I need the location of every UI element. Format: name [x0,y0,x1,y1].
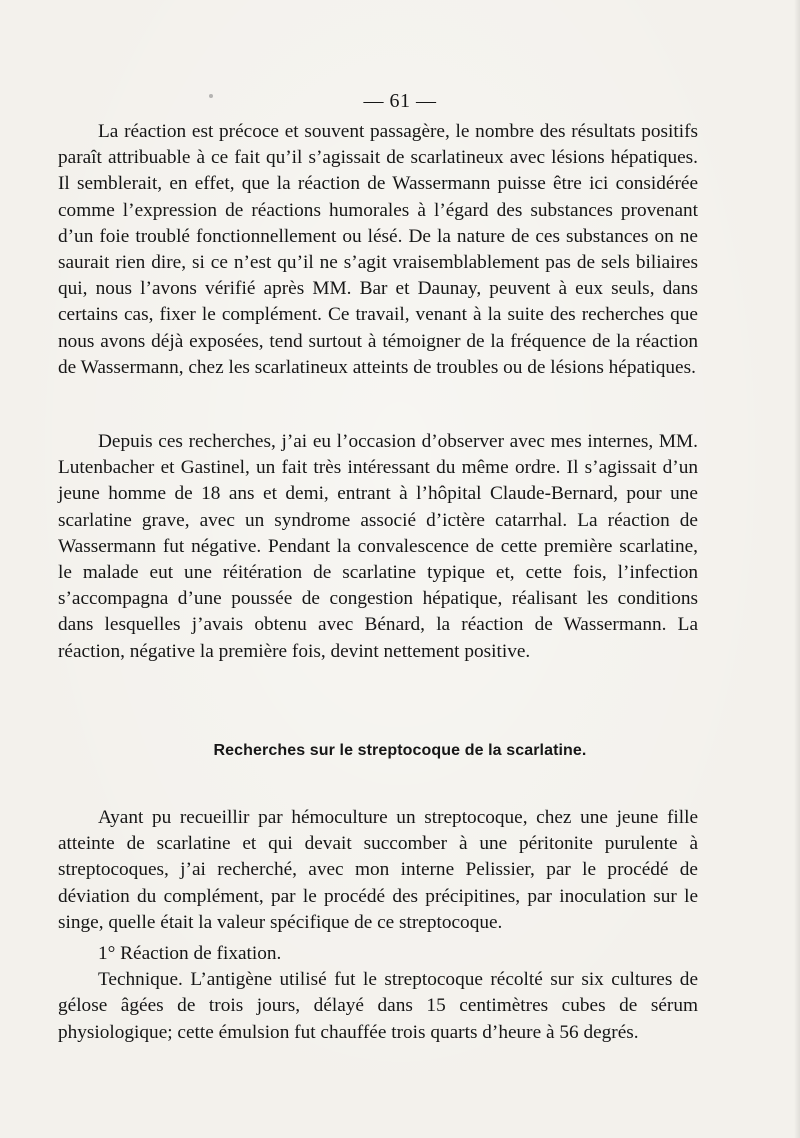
paragraph-technique: Technique. L’antigène utilisé fut le streptocoque récolté sur six cultures de gélose âgées de trois jours, délayé dans 15 centimètres cubes de sérum physiologique; cette émulsion fut chauffée trois quarts d’heure à 56 degrés. [58,969,698,1043]
text-block-streptococcus [58,805,698,936]
page-number: — 61 — [363,90,437,112]
text-block-case [58,429,698,665]
section-title: Recherches sur le streptocoque de la scarlatine. [213,742,587,759]
paragraph-wassermann-reaction: La réaction est précoce et souvent passagère, le nombre des résultats positifs paraît attribuable à ce fait qu’il s’agissait de scarlatineux avec lésions hépatiques. Il semblerait, en effet, que la réaction de Wassermann puisse être ici considérée comme l’expression de réactions humorales à l’égard des substances provenant d’un foie troublé fonctionnellement ou lésé. De la nature de ces substances on ne saurait rien dire, si ce n’est qu’il ne s’agit vraisemblablement pas de sels biliaires qui, nous l’avons vérifié après MM. Bar et Daunay, peuvent à eux seuls, dans certains cas, fixer le complément. Ce travail, venant à la suite des recherches que nous avons déjà exposées, tend surtout à témoigner de la fréquence de la réaction de Wassermann, chez les scarlatineux atteints de troubles ou de lésions hépatiques. [58,121,698,378]
subsection-heading: 1° Réaction de fixation. [98,943,282,964]
page-edge-shadow [794,0,800,1138]
paragraph-case-report: Depuis ces recherches, j’ai eu l’occasion d’observer avec mes internes, MM. Lutenbacher et Gastinel, un fait très intéressant du même ordre. Il s’agissait d’un jeune homme de 18 ans et demi, entrant à l’hôpital Claude-Bernard, pour une scarlatine grave, avec un syndrome associé d’ictère catarrhal. La réaction de Wassermann fut négative. Pendant la convalescence de cette première scarlatine, le malade eut une réitération de scarlatine typique et, cette fois, l’infection s’accompagna d’une poussée de congestion hépatique, réalisant les conditions dans lesquelles j’avais obtenu avec Bénard, la réaction de Wassermann. La réaction, négative la première fois, devint nettement positive. [58,431,698,662]
paragraph-hemoculture: Ayant pu recueillir par hémoculture un streptocoque, chez une jeune fille atteinte de scarlatine et qui devait succomber à une péritonite purulente à streptocoques, j’ai recherché, avec mon interne Pelissier, par le procédé de déviation du complément, par le procédé des précipitines, par inoculation sur le singe, quelle était la valeur spécifique de ce streptocoque. [58,807,698,933]
text-block-intro [58,119,698,381]
text-block-fixation [58,941,698,1046]
